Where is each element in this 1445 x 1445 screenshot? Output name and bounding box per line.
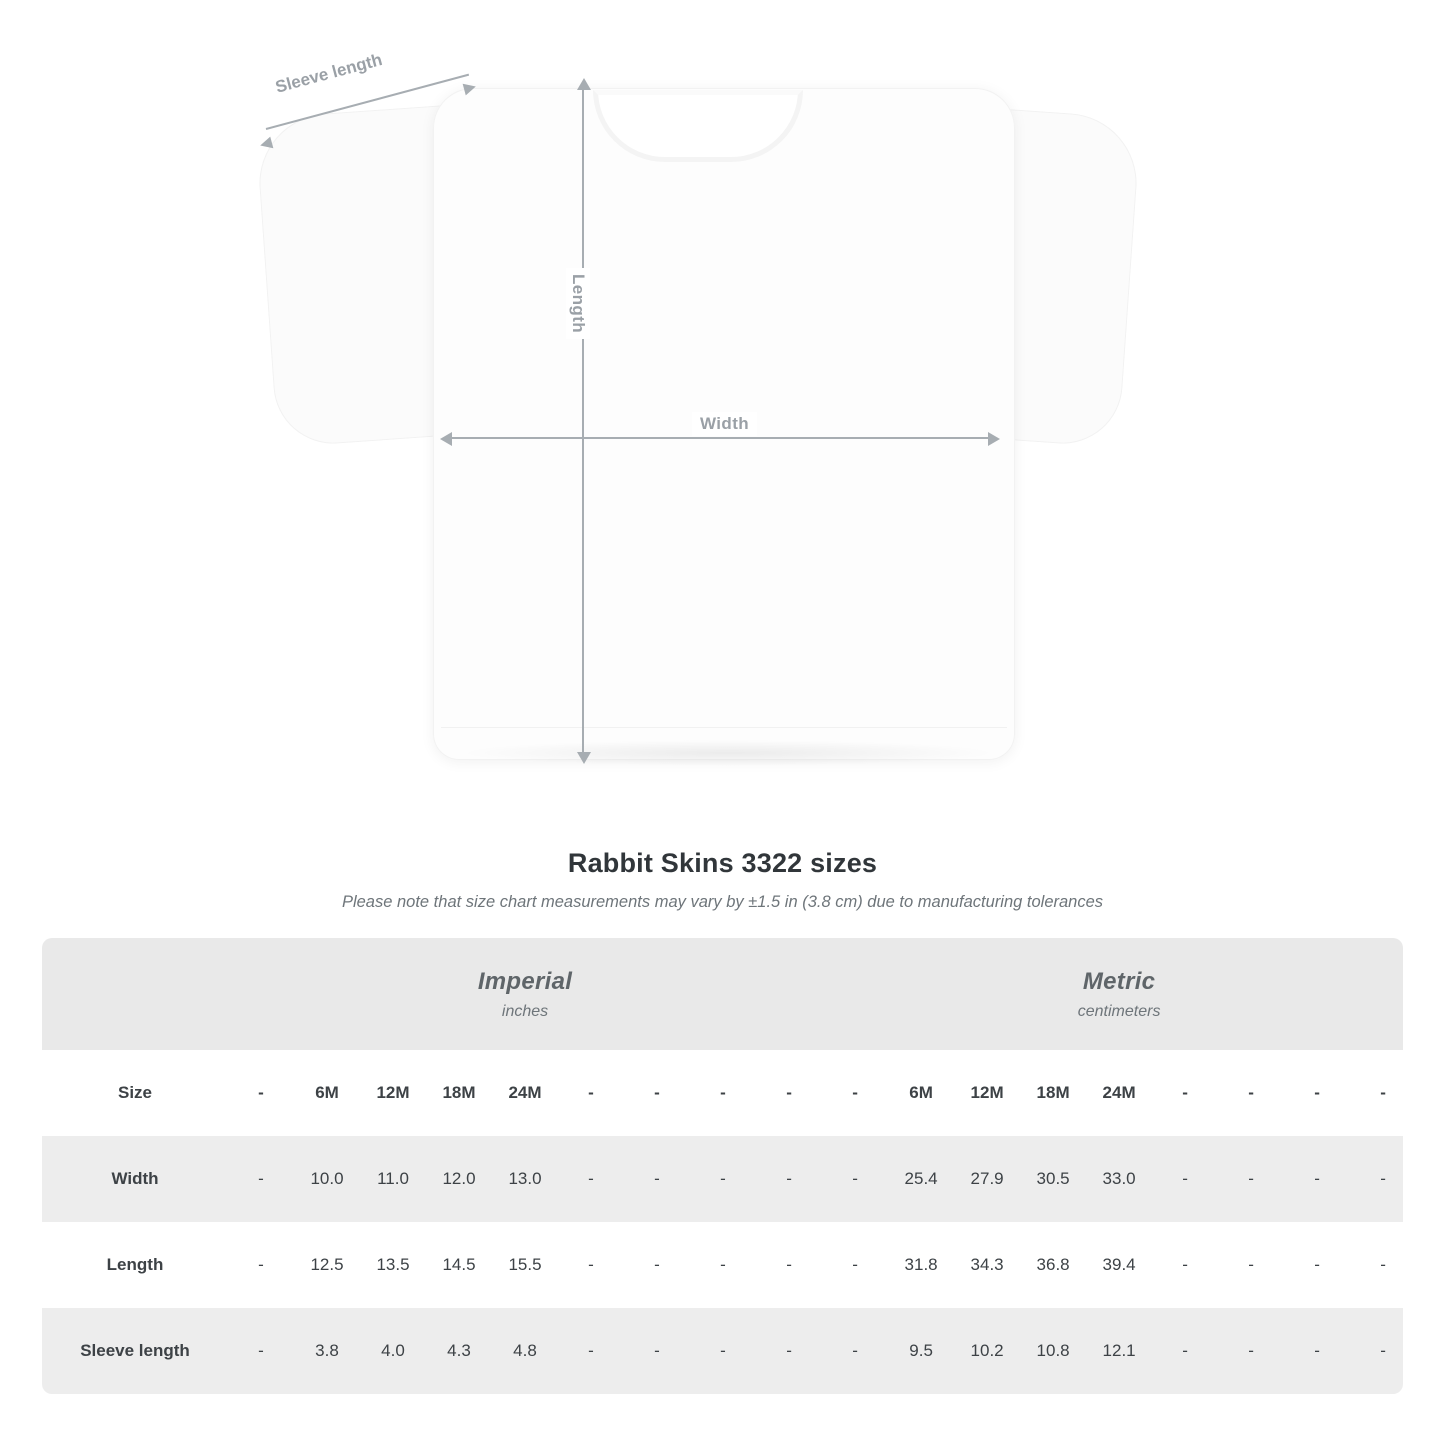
cell-metric-width-0: - xyxy=(822,1136,888,1222)
sleeve-length-label: Sleeve length xyxy=(273,49,385,97)
cell-metric-length-4: 39.4 xyxy=(1086,1222,1152,1308)
length-arrow-up-icon xyxy=(577,78,591,90)
cell-metric-width-2: 27.9 xyxy=(954,1136,1020,1222)
width-arrow-right-icon xyxy=(988,432,1000,446)
row-header-width: Width xyxy=(42,1136,228,1222)
cell-imperial-length-2: 13.5 xyxy=(360,1222,426,1308)
cell-metric-sleeve-1: 9.5 xyxy=(888,1308,954,1394)
cell-metric-size-0: - xyxy=(822,1050,888,1136)
cell-imperial-sleeve-4: 4.8 xyxy=(492,1308,558,1394)
cell-metric-length-8: - xyxy=(1350,1222,1403,1308)
cell-imperial-size-7: - xyxy=(690,1050,756,1136)
cell-metric-sleeve-6: - xyxy=(1218,1308,1284,1394)
cell-imperial-size-8: - xyxy=(756,1050,822,1136)
cell-imperial-width-6: - xyxy=(624,1136,690,1222)
table-corner-cell xyxy=(42,938,228,1050)
cell-imperial-width-8: - xyxy=(756,1136,822,1222)
cell-metric-width-7: - xyxy=(1284,1136,1350,1222)
cell-metric-size-6: - xyxy=(1218,1050,1284,1136)
cell-metric-length-6: - xyxy=(1218,1222,1284,1308)
chart-header xyxy=(0,848,1445,912)
cell-imperial-sleeve-6: - xyxy=(624,1308,690,1394)
cell-metric-width-1: 25.4 xyxy=(888,1136,954,1222)
table-row-width xyxy=(42,1136,1403,1222)
sleeve-arrow-end-icon xyxy=(463,81,478,96)
cell-imperial-length-0: - xyxy=(228,1222,294,1308)
cell-imperial-size-1: 6M xyxy=(294,1050,360,1136)
cell-metric-sleeve-0: - xyxy=(822,1308,888,1394)
cell-imperial-size-6: - xyxy=(624,1050,690,1136)
cell-metric-sleeve-4: 12.1 xyxy=(1086,1308,1152,1394)
cell-metric-size-8: - xyxy=(1350,1050,1403,1136)
cell-metric-size-7: - xyxy=(1284,1050,1350,1136)
cell-imperial-sleeve-2: 4.0 xyxy=(360,1308,426,1394)
cell-imperial-length-5: - xyxy=(558,1222,624,1308)
cell-imperial-size-4: 24M xyxy=(492,1050,558,1136)
cell-imperial-length-3: 14.5 xyxy=(426,1222,492,1308)
sleeve-length-measure xyxy=(258,49,488,170)
cell-metric-width-4: 33.0 xyxy=(1086,1136,1152,1222)
cell-metric-sleeve-3: 10.8 xyxy=(1020,1308,1086,1394)
metric-unit-name: Metric xyxy=(1082,967,1156,995)
cell-metric-length-7: - xyxy=(1284,1222,1350,1308)
table-row-length xyxy=(42,1222,1403,1308)
cell-metric-sleeve-8: - xyxy=(1350,1308,1403,1394)
cell-metric-width-3: 30.5 xyxy=(1020,1136,1086,1222)
cell-metric-length-3: 36.8 xyxy=(1020,1222,1086,1308)
cell-metric-length-1: 31.8 xyxy=(888,1222,954,1308)
cell-imperial-sleeve-7: - xyxy=(690,1308,756,1394)
imperial-unit-name: Imperial xyxy=(477,967,573,995)
row-header-size: Size xyxy=(42,1050,228,1136)
width-measure-line xyxy=(447,437,995,439)
sleeve-arrow-start-icon xyxy=(259,137,274,152)
cell-metric-size-5: - xyxy=(1152,1050,1218,1136)
cell-imperial-size-0: - xyxy=(228,1050,294,1136)
cell-imperial-size-5: - xyxy=(558,1050,624,1136)
table-row-sleeve-length xyxy=(42,1308,1403,1394)
cell-imperial-size-2: 12M xyxy=(360,1050,426,1136)
length-arrow-down-icon xyxy=(577,752,591,764)
cell-imperial-width-2: 11.0 xyxy=(360,1136,426,1222)
cell-metric-size-2: 12M xyxy=(954,1050,1020,1136)
size-chart-table xyxy=(42,938,1403,1394)
cell-imperial-length-4: 15.5 xyxy=(492,1222,558,1308)
cell-imperial-length-8: - xyxy=(756,1222,822,1308)
cell-metric-sleeve-5: - xyxy=(1152,1308,1218,1394)
length-measure-line xyxy=(582,85,584,757)
cell-metric-sleeve-7: - xyxy=(1284,1308,1350,1394)
metric-unit-sub: centimeters xyxy=(1077,1002,1161,1020)
cell-imperial-width-4: 13.0 xyxy=(492,1136,558,1222)
cell-imperial-width-1: 10.0 xyxy=(294,1136,360,1222)
tolerance-note: Please note that size chart measurements may vary by ±1.5 in (3.8 cm) due to manufacturing tolerances xyxy=(341,893,1104,911)
page-title: Rabbit Skins 3322 sizes xyxy=(567,848,878,878)
cell-imperial-width-3: 12.0 xyxy=(426,1136,492,1222)
cell-imperial-length-6: - xyxy=(624,1222,690,1308)
length-label: Length xyxy=(566,268,590,339)
width-label: Width xyxy=(692,412,757,436)
cell-metric-width-8: - xyxy=(1350,1136,1403,1222)
cell-imperial-width-0: - xyxy=(228,1136,294,1222)
imperial-unit-sub: inches xyxy=(501,1002,549,1020)
cell-imperial-length-7: - xyxy=(690,1222,756,1308)
imperial-unit-cell xyxy=(228,938,822,1050)
tshirt-shadow xyxy=(458,740,998,766)
cell-metric-size-4: 24M xyxy=(1086,1050,1152,1136)
cell-metric-size-3: 18M xyxy=(1020,1050,1086,1136)
size-chart-table-wrapper xyxy=(42,938,1403,1394)
cell-imperial-width-5: - xyxy=(558,1136,624,1222)
cell-metric-sleeve-2: 10.2 xyxy=(954,1308,1020,1394)
cell-metric-length-2: 34.3 xyxy=(954,1222,1020,1308)
metric-unit-cell xyxy=(822,938,1403,1050)
cell-imperial-width-7: - xyxy=(690,1136,756,1222)
cell-metric-size-1: 6M xyxy=(888,1050,954,1136)
cell-metric-length-0: - xyxy=(822,1222,888,1308)
row-header-length: Length xyxy=(42,1222,228,1308)
cell-imperial-sleeve-1: 3.8 xyxy=(294,1308,360,1394)
cell-metric-width-6: - xyxy=(1218,1136,1284,1222)
cell-imperial-sleeve-8: - xyxy=(756,1308,822,1394)
cell-metric-width-5: - xyxy=(1152,1136,1218,1222)
row-header-sleeve-length: Sleeve length xyxy=(42,1308,228,1394)
width-arrow-left-icon xyxy=(440,432,452,446)
cell-imperial-sleeve-0: - xyxy=(228,1308,294,1394)
unit-header-row xyxy=(42,938,1403,1050)
cell-imperial-length-1: 12.5 xyxy=(294,1222,360,1308)
cell-imperial-size-3: 18M xyxy=(426,1050,492,1136)
cell-imperial-sleeve-3: 4.3 xyxy=(426,1308,492,1394)
cell-metric-length-5: - xyxy=(1152,1222,1218,1308)
cell-imperial-sleeve-5: - xyxy=(558,1308,624,1394)
table-row-size xyxy=(42,1050,1403,1136)
